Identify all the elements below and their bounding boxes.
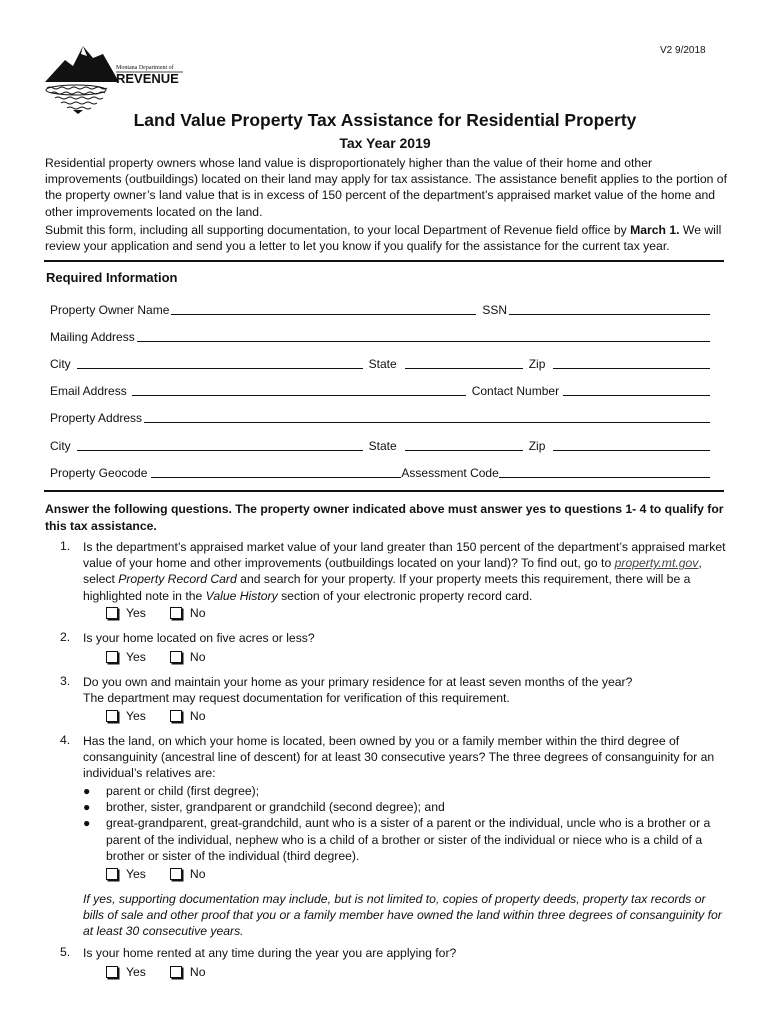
city-field[interactable] bbox=[77, 357, 363, 369]
q1-text-italic-2: Value History bbox=[205, 588, 278, 603]
question-5-text: Is your home rented at any time during the year you are applying for? bbox=[83, 946, 457, 960]
yes-label: Yes bbox=[126, 965, 146, 979]
question-1-text bbox=[83, 539, 728, 604]
logo-dept: Montana Department of bbox=[116, 65, 174, 71]
mailing-address-label: Mailing Address bbox=[50, 330, 135, 344]
bullet-text: brother, sister, grandparent or grandchild (second degree); and bbox=[106, 800, 445, 815]
q4-answer bbox=[106, 866, 205, 882]
question-number: 2. bbox=[60, 630, 71, 644]
tax-year: Tax Year 2019 bbox=[339, 135, 431, 151]
question-4-text: Has the land, on which your home is located, been owned by you or a family member within the third degree of consanguinity (ancestral line of descent) for at least 30 consecutive years? The three degrees of consanguinity for an individual’s relatives are: bbox=[83, 734, 715, 781]
owner-name-label: Property Owner Name bbox=[50, 303, 170, 317]
email-field[interactable] bbox=[132, 384, 466, 396]
contact-number-label: Contact Number bbox=[471, 384, 560, 398]
divider bbox=[44, 490, 724, 492]
zip-label: Zip bbox=[528, 439, 546, 453]
list-item: ● great-grandparent, great-grandchild, aunt who is a sister of a parent or the individual, uncle who is a brother or a parent of the individual, nephew who is a child of a brother or sister of the individual or niece who is a child of a brother or sister of the individual (third degree). bbox=[83, 816, 711, 863]
q1-text-a: Is the department’s appraised market value of your land greater than 150 percent of the department’s appraised market value of your home and other improvements (outbuildings located on your land)? To find out, go to bbox=[83, 540, 726, 571]
q3-no-checkbox[interactable] bbox=[170, 710, 182, 722]
revenue-logo bbox=[43, 42, 193, 114]
q3-yes-checkbox[interactable] bbox=[106, 710, 118, 722]
divider bbox=[44, 260, 724, 262]
q3-answer bbox=[106, 708, 205, 724]
no-label: No bbox=[189, 606, 206, 620]
state-label: State bbox=[368, 357, 397, 371]
owner-name-field[interactable] bbox=[171, 303, 476, 315]
q3-line-1: Do you own and maintain your home as your primary residence for at least seven months of the year? bbox=[83, 675, 633, 689]
email-label: Email Address bbox=[50, 384, 127, 398]
submission-paragraph bbox=[45, 222, 730, 254]
q1-text-italic-1: Property Record Card bbox=[118, 572, 237, 587]
form-title: Land Value Property Tax Assistance for Residential Property bbox=[133, 110, 637, 130]
q4-no-checkbox[interactable] bbox=[170, 868, 182, 880]
email-row bbox=[50, 382, 710, 398]
no-label: No bbox=[189, 965, 206, 979]
q2-yes-checkbox[interactable] bbox=[106, 651, 118, 663]
q1-text-c: and search for your property. If your property meets this requirement, there will be a highlighted note in the bbox=[83, 572, 691, 603]
contact-number-field[interactable] bbox=[563, 384, 710, 396]
property-mt-gov-link[interactable]: property.mt.gov bbox=[614, 556, 699, 571]
mailing-address-field[interactable] bbox=[137, 330, 710, 342]
consanguinity-list bbox=[83, 783, 728, 864]
ssn-field[interactable] bbox=[509, 303, 710, 315]
q5-no-checkbox[interactable] bbox=[170, 966, 182, 978]
submission-text-end: We will review your application and send you a letter to let you know if you qualify for the assistance for the current tax year. bbox=[45, 223, 722, 254]
q1-yes-checkbox[interactable] bbox=[106, 607, 118, 619]
q3-line-2: The department may request documentation for verification of this requirement. bbox=[83, 691, 510, 706]
mailing-city-row bbox=[50, 355, 710, 371]
state-field[interactable] bbox=[405, 439, 523, 451]
geocode-row bbox=[50, 464, 710, 480]
state-field[interactable] bbox=[405, 357, 523, 369]
no-label: No bbox=[189, 867, 206, 881]
zip-field[interactable] bbox=[553, 439, 710, 451]
property-city-row bbox=[50, 437, 710, 453]
q2-answer bbox=[106, 649, 205, 665]
city-label: City bbox=[50, 439, 71, 453]
q1-text-b: , select bbox=[83, 556, 702, 587]
q2-no-checkbox[interactable] bbox=[170, 651, 182, 663]
question-2-text: Is your home located on five acres or less? bbox=[83, 631, 315, 645]
assessment-code-field[interactable] bbox=[499, 466, 710, 478]
zip-field[interactable] bbox=[553, 357, 710, 369]
city-field[interactable] bbox=[77, 439, 363, 451]
assessment-code-label: Assessment Code bbox=[401, 466, 499, 480]
zip-label: Zip bbox=[528, 357, 546, 371]
yes-label: Yes bbox=[126, 709, 146, 723]
submission-text: Submit this form, including all supporting documentation, to your local Department of Revenue field office by bbox=[45, 223, 631, 237]
property-address-row bbox=[50, 409, 710, 425]
question-number: 4. bbox=[60, 733, 71, 747]
q5-answer bbox=[106, 964, 205, 980]
geocode-label: Property Geocode bbox=[50, 466, 148, 480]
q4-yes-checkbox[interactable] bbox=[106, 868, 118, 880]
questions-instructions: Answer the following questions. The property owner indicated above must answer yes to questions 1- 4 to qualify for this tax assistance. bbox=[45, 502, 724, 533]
no-label: No bbox=[189, 709, 206, 723]
yes-label: Yes bbox=[126, 606, 146, 620]
logo-name: REVENUE bbox=[116, 71, 179, 86]
question-3-text bbox=[83, 674, 728, 706]
list-item: ● brother, sister, grandparent or grandchild (second degree); and bbox=[83, 800, 445, 815]
q1-no-checkbox[interactable] bbox=[170, 607, 182, 619]
q4-documentation-note: If yes, supporting documentation may include, but is not limited to, copies of property deeds, property tax records or bills of sale and other proof that you or a family member have owned the land within three degrees of consanguinity for at least 30 consecutive years. bbox=[83, 892, 722, 938]
mountain-logo-icon bbox=[43, 42, 193, 114]
owner-row bbox=[50, 301, 710, 317]
yes-label: Yes bbox=[126, 867, 146, 881]
form-version: V2 9/2018 bbox=[660, 45, 706, 56]
ssn-label: SSN bbox=[482, 303, 508, 317]
section-title: Required Information bbox=[46, 270, 178, 285]
mailing-row bbox=[50, 328, 710, 344]
city-label: City bbox=[50, 357, 71, 371]
question-number: 3. bbox=[60, 674, 71, 688]
property-address-label: Property Address bbox=[50, 411, 143, 425]
q1-answer bbox=[106, 605, 205, 621]
q1-text-d: section of your electronic property record card. bbox=[277, 588, 533, 603]
bullet-text: great-grandparent, great-grandchild, aunt who is a sister of a parent or the individual, uncle who is a brother or a parent of the individual, nephew who is a child of a brother or sister of the individual or niece who is a child of a brother or sister of the individual (third degree). bbox=[106, 816, 711, 863]
deadline: March 1. bbox=[630, 223, 680, 237]
property-address-field[interactable] bbox=[144, 411, 710, 423]
bullet-text: parent or child (first degree); bbox=[106, 784, 260, 798]
intro-paragraph: Residential property owners whose land value is disproportionately higher than the value of their home and other improvements (outbuildings) located on their land may apply for tax assistance. The assistance benefit applies to the portion of the property owner’s land value that is in excess of 150 percent of the department’s appraised market value of the home and other improvements located on the land. bbox=[45, 156, 727, 219]
no-label: No bbox=[189, 650, 206, 664]
geocode-field[interactable] bbox=[151, 466, 401, 478]
question-number: 5. bbox=[60, 945, 71, 959]
list-item: ● parent or child (first degree); bbox=[83, 784, 260, 798]
q5-yes-checkbox[interactable] bbox=[106, 966, 118, 978]
yes-label: Yes bbox=[126, 650, 146, 664]
state-label: State bbox=[368, 439, 397, 453]
question-number: 1. bbox=[60, 539, 71, 553]
